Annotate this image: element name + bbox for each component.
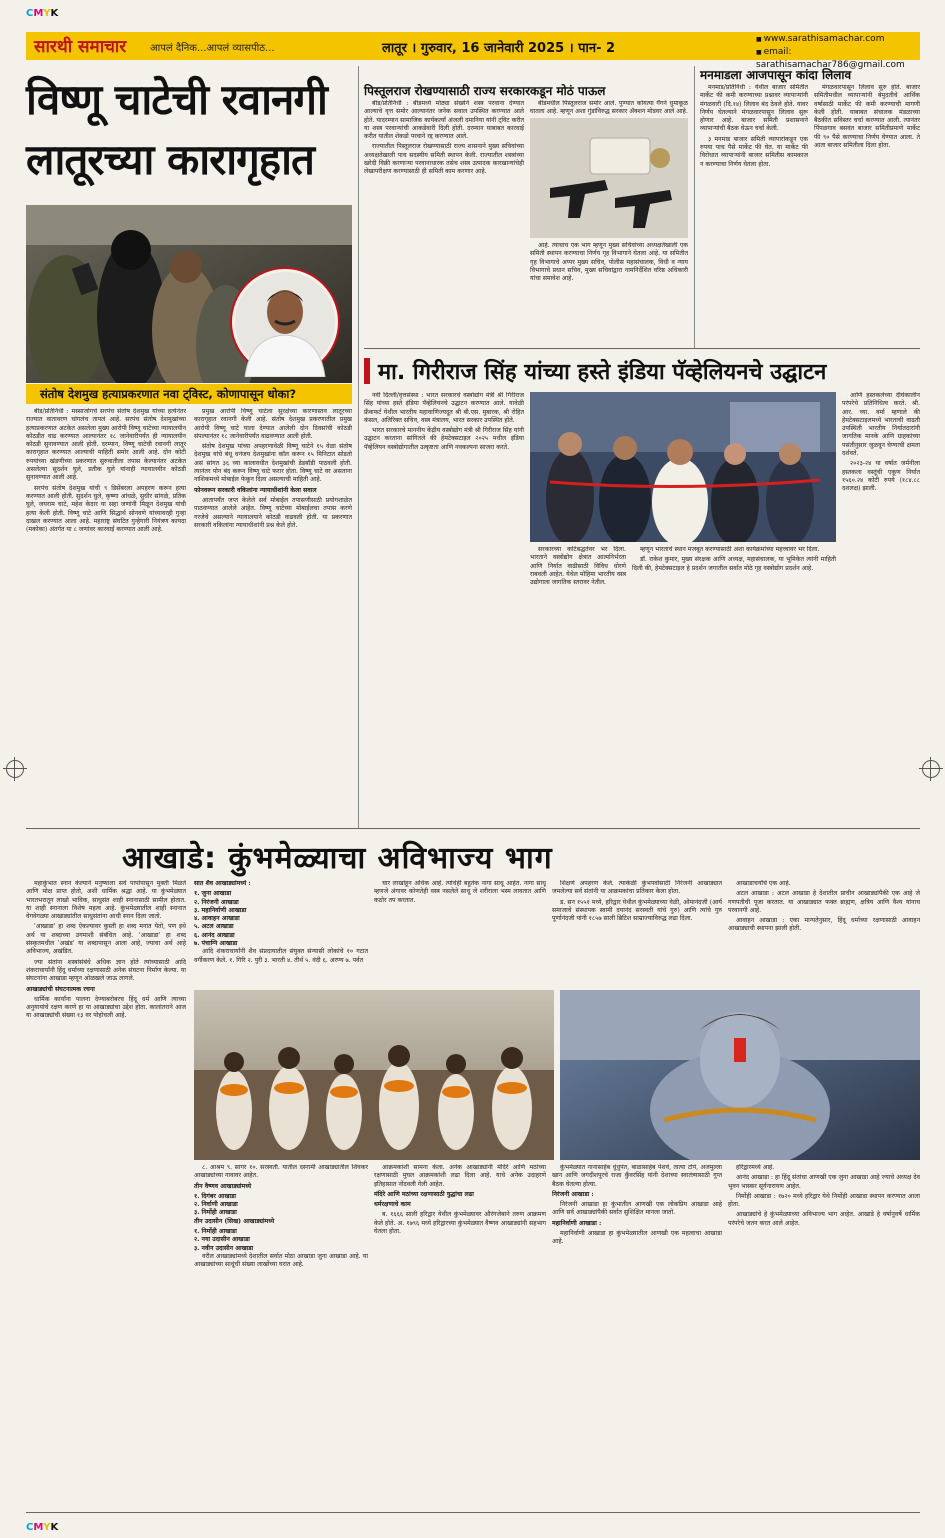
akhada-list-item: ३. महानिर्वाणी आखाडा — [194, 906, 247, 914]
paragraph: ८. आश्रम ९. सागर १०. सरस्वती. यातील दस्नामी आखाड्यातील शिवकर आखाड्यांच्या नावावर आहेत. — [194, 1164, 368, 1180]
paragraph: बीडमधील पिस्तूलराज समोर आले. पुण्यात कोयत्या गँगने धुमाकूळ घातला आहे. म्हणून अशा गुंडांविरुद्ध सरकार ॲक्शन मोडवर आले आहे. — [530, 100, 688, 116]
akhade-column-1 — [26, 880, 186, 1504]
subheading: महानिर्वाणी आखाडा : — [552, 1219, 602, 1227]
paragraph: मनमाड/प्रतिनिधी : येथील बाजार समितीत मार्केट फी कमी करण्याच्या प्रश्नावर व्यापाऱ्यांनी मंगळवारी (दि.१४) लिलाव बंद ठेवले होते. यावर निर्णय घेतल्याने मंगळवारपासून लिलाव सुरू होणार आहे. बाजार समिती प्रशासनाने व्यापाऱ्यांची बैठक घेऊन चर्चा केली. — [700, 84, 808, 133]
dateline: लातूर । गुरुवार, 16 जानेवारी 2025 । पान- 2 — [382, 41, 616, 56]
chate-caption: संतोष देशमुख हत्याप्रकरणात नवा ट्विस्ट, कोणापासून धोका? — [40, 387, 297, 401]
akhade-lower-column-1 — [194, 1164, 368, 1504]
tagline: आपलं दैनिक...आपलं व्यासपीठ... — [150, 43, 275, 54]
chate-arrest-photo — [26, 205, 352, 383]
paragraph: चार लाखांहून अधिक आहे. त्यांचेही बहुतेक नागा साधू आहेत. नागा साधू म्हणजे अंगावर कोणतेही वस्त्र नसलेले साधू जे शरीराला भस्म लावतात आणि कठोर तप करतात. — [374, 880, 546, 904]
subheading: आखाड्यांची संघटनात्मक रचना — [26, 985, 95, 993]
subheading: फोनवरून सरकारी वकिलांना न्यायाधीशांनी केला सवाल — [194, 486, 317, 494]
paragraph: ब. १६६६ साली हरिद्वार येथील कुंभमेळ्यावर औरंगजेबाने तरुण आक्रमण केले होते. अ. १७९६ मध्ये हरिद्वारच्या कुंभमेळ्यात वैष्णव आखाड्यांनी सहभाग घेतला होता. — [374, 1211, 546, 1236]
giriraj-column-1 — [364, 392, 524, 820]
paragraph: नवी दिल्ली/वृत्तसंस्था : भारत सरकारचे वस्त्रोद्योग मंत्री श्री गिरीराज सिंह यांच्या हस्ते इंडिया पॅव्हेलियनचे उद्घाटन करण्यात आले. यावेळी फ्रँकफर्ट येथील भारतीय महावाणिज्यदूत श्री बी.एस. मुबारक, श्री रोहित कंसल, अतिरिक्त सचिव, वस्त्र मंत्रालय, भारत सरकार उपस्थित होते. — [364, 392, 524, 424]
paragraph: राज्यातील पिस्तूलराज रोखण्यासाठी राज्य शासनाने मुख्य सचिवांच्या अध्यक्षतेखाली पाच सदस्यीय समिती स्थापन केली. राज्यातील शस्त्रांच्या खरेदी विक्री करणाऱ्या परवानाधारक तसेच शस्त्र उत्पादक कारखान्यांचेही लेखापरीक्षण करण्यासाठी ही समिती काम करणार आहे. — [364, 143, 524, 176]
akhada-list-item: ६. आनंद आखाडा — [194, 931, 235, 939]
section-rule — [364, 348, 920, 349]
paragraph: आवाहन आखाडा : एका मान्यतेनुसार, हिंदू धर्माच्या रक्षणासाठी आवाहन आखाड्याची स्थापना झाली होती. — [728, 917, 920, 933]
paragraph: आनंद आखाडा : हा हिंदू संतांचा आणखी एक जुना आखाडा आहे ज्याचे अध्यक्ष देव भुवन भास्कर सूर्यनारायण आहेत. — [728, 1174, 920, 1190]
paragraph: भारत सरकारचे माननीय केंद्रीय वस्त्रोद्योग मंत्री श्री गिरीराज सिंह यांनी उद्घाटन करताना सांगितले की हेमटेक्सटाइल २०२५ मधील इंडिया पॅव्हेलियन वस्त्रोद्योगातील उत्कृष्टता आणि नवकल्पना साजरा करते. — [364, 427, 524, 451]
email-link[interactable]: ■ email: sarathisamachar786@gmail.com — [756, 46, 920, 72]
akhada-list-item: २. नया उदासीन आखाडा — [194, 1236, 250, 1244]
paragraph: महाकुंभात स्नान केल्याने मनुष्याला सर्व पापांपासून मुक्ती मिळते आणि मोक्ष प्राप्त होतो, अशी धार्मिक श्रद्धा आहे. या कुंभमेळ्यात भारतभरातून लाखो भाविक, साधुसंत शाही स्नानासाठी सामील होतात. या शाही स्नानाला विशेष महत्व आहे. कुंभमेळ्यातील शाही स्नानात वेगवेगळ्या आखाड्यांतील साधुसंतांना आधी स्नान दिला जातो. — [26, 880, 186, 921]
subheading: निरंजनी आखाडा : — [552, 1190, 594, 1198]
paragraph: २०२३-२४ या वर्षात जर्मनीला हस्तकला वस्तूंची एकूण निर्यात १५६०.२४ कोटी रुपये (१८४.८८ दशलक्ष) झाली. — [842, 460, 920, 493]
paragraph: आदि शंकराचार्यांनी शैव संप्रदायातील संयुक्त संन्यासी लोकांचे १० गटात वर्गीकरण केले. १. गिरि २. पुरी ३. भारती ४. तीर्थ ५. वंदी ६. अरण्य ७. पर्वत — [194, 948, 368, 964]
paragraph: अटल आखाडा : अटल आखाडा हे देशातील प्राचीन आखाड्यांपैकी एक आहे जे गणपतीची पूजा करतात. या आखाड्यात फक्त ब्राह्मण, क्षत्रिय आणि वैश्य यांनाच परवानगी आहे. — [728, 890, 920, 914]
pistol-column-1 — [364, 100, 524, 340]
akhade-lower-column-3 — [552, 1164, 722, 1504]
giriraj-column-2 — [530, 546, 626, 820]
paragraph: ज्या संतांना शस्त्रांसंबंधे अधिक ज्ञान होते त्यांच्यासाठी आदि शंकराचार्यांनी हिंदू धर्माच्या रक्षणासाठी अनेक संघटना निर्माण केल्या. या संघटनांना आखाडा म्हणून ओळखले जाऊ लागले. — [26, 958, 186, 983]
pistol-headline: पिस्तूलराज रोखण्यासाठी राज्य सरकारकडून मोठं पाऊल — [364, 84, 606, 98]
headline-accent-bar — [364, 358, 370, 384]
subheading: तीन वैष्णव आखाड्यांमध्ये — [194, 1182, 252, 1190]
chate-column-2 — [194, 408, 352, 820]
paragraph: बीड/प्रतिनिधी : बीडमध्ये मोठ्या संख्येने शस्त्र परवाना देण्यात आल्याचे वृत्त समोर आल्यानंतर जनेक सवाल उपस्थित करण्यात आले होते. यादरम्यान सामाजिक कार्यकर्त्यां अंजली दमानिया यांनी ट्विट करीत या शस्त्र परवान्यांची आकडेवारी दिली होती. दरम्यान याबाबत कारवाई करीत यातील शेकडो परवाने रद्द करण्यात आले. — [364, 100, 524, 141]
subheading: सात शैव आखाड्यांमध्ये : — [194, 880, 251, 887]
paragraph: शिक्षणे अपहरण केले. त्याकेळी कुंभपर्वासाठी निरंजनी आखाड्यात जमलेल्या सर्व संतांनी या आक्रमकांचा प्रतिकार केला होता. — [552, 880, 722, 896]
akhade-column-5 — [728, 880, 920, 986]
pistol-column-2 — [530, 242, 688, 340]
section-rule — [26, 828, 920, 829]
akhada-list-item: ५. अटल आखाडा — [194, 923, 234, 931]
akhade-lower-column-2 — [374, 1164, 546, 1504]
paragraph: डॉ. राकेश कुमार, मुख्य संरक्षक आणि अध्यक्ष, महासंचालक, या भूमिकेत त्यांनी माहिती दिली की, हेमटेक्सटाइल हे प्रदर्शन जगातील सर्वात मोठे गृह वस्त्रोद्योग प्रदर्शन आहे. — [632, 556, 836, 572]
akhada-list-item: १. दिगंबर आखाडा — [194, 1192, 237, 1200]
paragraph: बीड/प्रतिनिधी : मस्साजोगचे सरपंच संतोष देशमुख यांच्या हत्येनंतर राज्यात वातावरण चांगलंच तापलं आहे. सरपंच संतोष देशमुखांच्या हत्याप्रकरणात अटकेत असलेला मुख्य आरोपी विष्णू चाटेच्या न्यायालयीन कोठडीत वाढ करण्यात आल्यानंतर १८ जानेवारीपर्यंत ही न्यायालयीन कोठडी सुनावण्यात आली होती. दरम्यान, विष्णू चाटेची रवानगी लातूर कारागृहात करण्यात आल्याची माहिती समोर आली आहे. दोन कोटी रुपयांच्या खंडणीच्या प्रकरणात सुरुवातीला तपास केल्यानंतर अटकेत असलेल्या सुदर्शन घुले, प्रतीक घुले यांनाही न्यायालयीन कोठडी सुनावण्यात आली आहे. — [26, 408, 186, 482]
subheading: मंदिरे आणि मठांच्या रक्षणासाठी युद्धांचा लढा — [374, 1190, 474, 1198]
kanda-column-1 — [700, 84, 808, 340]
paragraph: आक्रमकांशी सामना केला. अनेक आखाड्यांनी मंदिरे आणि मठांच्या रक्षणासाठी मुघल आक्रमकांशी लढा दिला आहे. याचे अनेक उदाहरणे इतिहासात नोंदवली गेली आहेत. — [374, 1164, 546, 1188]
cmyk-strip-top: CMYK — [26, 8, 59, 19]
paragraph: आणि हस्तकलेच्या दीर्घकालीन परंपरेचे प्रतिनिधित्व करते. श्री. आर. च्या. वर्मा म्हणाले की हेमटेक्सटाइलमध्ये भारताची वाढती उपस्थिती भारतीय निर्यातदारांनी जागतिक मानके आणि ग्राहकांच्या पसंतीनुसार जुळवून घेण्याची क्षमता दर्शवते. — [842, 392, 920, 458]
giriraj-headline-block — [364, 354, 924, 390]
akhada-list-item: १. जुना आखाडा — [194, 890, 232, 898]
inauguration-photo — [530, 392, 836, 542]
paragraph: आहे. त्याचाच एक भाग म्हणून मुख्य सचिवांच्या अध्यक्षतेखाली एक समिती स्थापन करण्याचा निर्णय गृह विभागाने घेतला आहे. या समितीत गृह विभागाचे अप्पर मुख्य सचिव, पोलीस महासंचालक, विधी व न्याय विभागाचे प्रधान सचिव, मुख्य सचिवांद्वारा नामनिर्देशित वरिष्ठ अधिकारी यांचा समावेश आहे. — [530, 242, 688, 283]
subheading: तीन उदासीन (सिख) आखाड्यांमध्ये — [194, 1217, 275, 1225]
paragraph: निरंजनी आखाडा हा कुंभातील आणखी एक लोकप्रिय आखाडा आहे आणि सर्व आखाड्यांपैकी सर्वात सुशिक्षित मानला जातो. — [552, 1201, 722, 1217]
paragraph: मंगळवारपासून लिलाव सुरु होते. बाजार समितीमधील व्यापाऱ्यांनी बेमुदतीचे आर्थिक वर्षासाठी मार्केट फी कमी करण्याची मागणी केली होती. याबाबत संचालक मंडळाच्या बैठकीत सविस्तर चर्चा करण्यात आली. त्यानंतर पिंपळगाव बसवंत बाजार समितीप्रमाणे मार्केट फी ९० पैसे करण्याचा निर्णय घेण्यात आला. ते आता बाजार समितीला दिला होता. — [814, 84, 920, 150]
akhade-column-3 — [374, 880, 546, 986]
paragraph: महानिर्वाणी आखाडा हा कुंभमेळ्यातील आणखी एक महत्वाचा आखाडा आहे. — [552, 1230, 722, 1246]
kumbh-sadhu-photo — [194, 990, 920, 1160]
udasin-list — [194, 1228, 368, 1253]
column-rule — [358, 66, 359, 828]
paragraph: हरिद्वारमध्ये आहे. — [736, 1164, 775, 1171]
chate-headline — [26, 70, 352, 190]
kanda-headline: मनमाडला आजपासून कांदा लिलाव — [700, 68, 852, 82]
paragraph: संतोष देशमुख यांच्या अपहरणावेळी विष्णू चाटेने १५ वेळा संतोष देशमुख यांचे बंधू धनंजय देशमुखांना कॉल करून १५ मिनिटात सोडतो असं सांगत ३६ च्या कालावधीत देशमुखांची डेडबॉडी पाठवली होती. त्यानंतर पोन बंद करून विष्णू चाटे फरार होता. विष्णू चाटे वर असताना नाशिकमध्ये मोबाईल फेकून दिला असल्याची माहिती आहे. — [194, 443, 352, 484]
paragraph: 'आखाडा' हा शब्द ऐकल्यावर कुस्ती हा शब्द मनात येतो, पण इथे अर्थ या शब्दाच्या उगमाशी संबंधित आहे. 'आखाडा' हा शब्द संस्कृतमधील 'अखंड' या शब्दापासून आला आहे, ज्याचा अर्थ आहे अविभाज्य, अखंडित. — [26, 923, 186, 956]
paragraph: धार्मिक कार्यांना पालना देण्याबरोबरच हिंदू धर्म आणि त्याच्या अनुयायांचे रक्षण करणे हा या आखाड्यांचा उद्देश होता. कालांतराने आज या आखाड्यांची संख्या १३ वर पोहोचली आहे. — [26, 995, 186, 1020]
chate-caption-bar — [26, 384, 352, 404]
masthead — [26, 32, 920, 70]
chate-headline-line2: लातूरच्या कारागृहात — [26, 135, 314, 184]
registration-mark-left — [6, 760, 24, 778]
akhada-list-item: २. निर्वाणी आखाडा — [194, 1201, 238, 1209]
bottom-rule — [26, 1512, 920, 1513]
paragraph: सरपंच संतोष देशमुख यांची ९ डिसेंबरला अपहरण करून हत्या करण्यात आली होती. सुदर्शन घुले, कृष्णा आंधळे, सुधीर सांगळे, प्रतिक घुले, जयराम चाटे, महेश केदार या सहा जणांनी मिळून देशमुख यांची हत्या केली होती. विष्णू चाटे आणि सिद्धार्थ सोनवणे यांच्यावरही गुन्हा दाखल करण्यात आला आहे. महाराष्ट्र संघटित गुन्हेगारी नियंत्रण कायदा (मकोका) अंतर्गत या ८ जणांवर कारवाई करण्यात आली आहे. — [26, 484, 186, 534]
akhade-column-4 — [552, 880, 722, 986]
akhada-list-item: २. निरंजनी आखाडा — [194, 898, 239, 906]
giriraj-headline: मा. गिरीराज सिंह यांच्या हस्ते इंडिया पॅव्हेलियनचे उद्घाटन — [378, 360, 827, 385]
registration-mark-right — [922, 760, 940, 778]
akhada-list-item: ४. आवाहन आखाडा — [194, 915, 240, 923]
akhada-list-item: ३. नवीन उदासीन आखाडा — [194, 1244, 254, 1252]
brand-name: सारथी समाचार — [34, 37, 127, 57]
paragraph: निर्मोही आखाडा : १७२० मध्ये हरिद्वार येथे निर्मोही आखाडा स्थापन करण्यात आला होता. — [728, 1192, 920, 1209]
paragraph: आखाडाचर्यांचे एक आहे. — [736, 880, 791, 887]
akhade-lower-column-4 — [728, 1164, 920, 1504]
shaiva-list — [194, 890, 368, 948]
paragraph: कुंभमेळ्यात नानासाहेब धुंधुपंत, बाळासाहेब पेशवे, तात्या टोपे, अजमुल्ला खान आणि जगदीशपूरचे राजा कुँवरसिंह यांनी देशाच्या स्वातंत्र्यासाठी गुप्त बैठक घेतल्या होत्या. — [552, 1164, 722, 1188]
pistol-column-2-top — [530, 100, 688, 116]
akhade-column-2 — [194, 880, 368, 986]
pistol-photo — [530, 118, 688, 238]
paragraph: आतापर्यंत जप्त केलेले सर्व मोबाईल तपासणीसाठी प्रयोगशाळेत पाठवण्यात आलेले आहेत. विष्णू चाटेच्या मोबाईलचा तपास करणे गरजेचे असल्याने न्यायालयाने कोठडी वाढवली होती. या प्रकरणात सरकारी वकिलांना न्यायाधीशांनी प्रश्न केले होते. — [194, 496, 352, 529]
website-link[interactable]: ■ www.sarathisamachar.com — [756, 33, 920, 46]
akhada-list-item: १. निर्मोही आखाडा — [194, 1228, 237, 1236]
kanda-column-2 — [814, 84, 920, 340]
akhade-headline: आखाडे: कुंभमेळ्याचा अविभाज्य भाग — [122, 841, 553, 876]
chate-headline-line1: विष्णू चाटेची रवानगी — [26, 75, 327, 124]
paragraph: प्रमुख आरोपी विष्णू चाटेला सुरक्षेच्या कारणास्तव लातूरच्या कारागृहात रवानगी केली आहे. संतोष देशमुख प्रकरणातील प्रमुख आरोपी विष्णू चाटे याला देण्यात आलेली दोन दिवसांची कोठडी संपल्यानंतर १८ जानेवारीपर्यंत वाढवण्यात आली होती. — [194, 408, 352, 440]
paragraph: सरकारच्या कटिबद्धतेवर भर दिला. भारताने वस्त्रोद्योग क्षेत्रात आत्मनिर्भरता आणि निर्यात वाढीसाठी विविध धोरणे राबवली आहेत. येथेल मोहिमा भारतीय वस्त्र उद्योगाला जागतिक स्तरावर नेतील. — [530, 546, 626, 587]
paragraph: म्हणून भारताचे स्थान मजबूत करण्यासाठी अशा कार्यक्रमांच्या महत्त्वावर भर दिला. — [640, 546, 820, 553]
paragraph: ड. सन १५५१ मध्ये, हरिद्वार येथील कुंभमेळ्याच्या वेळी, ओमानंदजी (आर्य समाजाचे संस्थापक स्वामी दयानंद सरस्वती यांचे गुरु) आणि त्यांचे गुरु पूर्णानंदजी यांनी १८५७ साली ब्रिटिश साम्राज्याविरुद्ध लढा दिला. — [552, 898, 722, 923]
vaishnav-list — [194, 1193, 368, 1218]
paragraph: वरील आखाड्यांमध्ये देशातील सर्वात मोठा आखाडा जुना आखाडा आहे. या आखाड्यांच्या साधूंची संख्या लाखोंच्या घरात आहे. — [194, 1252, 368, 1269]
akhada-list-item: ३. निर्मोही आखाडा — [194, 1209, 237, 1217]
accused-portrait — [230, 267, 340, 377]
giriraj-column-4 — [842, 392, 920, 820]
chate-column-1 — [26, 408, 186, 820]
giriraj-column-3 — [632, 546, 836, 820]
paragraph: ३ मनमाड बाजार समिती व्यापारांकडून एक रुपया पाच पैसे मार्केट फी घेत. या मार्केट फी विरोधात व्यापाऱ्यांनी बाजार समितीस कामकाज न करण्याचा निर्णय घेतला होता. — [700, 135, 808, 168]
akhada-list-item: ७. पंचाग्नि आखाडा — [194, 940, 238, 948]
column-rule — [694, 66, 695, 348]
cmyk-strip-bottom: CMYK — [26, 1522, 59, 1533]
paragraph: आखाड्यांचे हे कुंभमेळ्याच्या अविभाज्य भाग आहेत. आखाडे हे वर्षानुवर्षे धार्मिक परंपरेचे जतन करत आले आहेत. — [728, 1211, 920, 1227]
subheading: धर्मरक्षणाचे काम — [374, 1201, 411, 1209]
